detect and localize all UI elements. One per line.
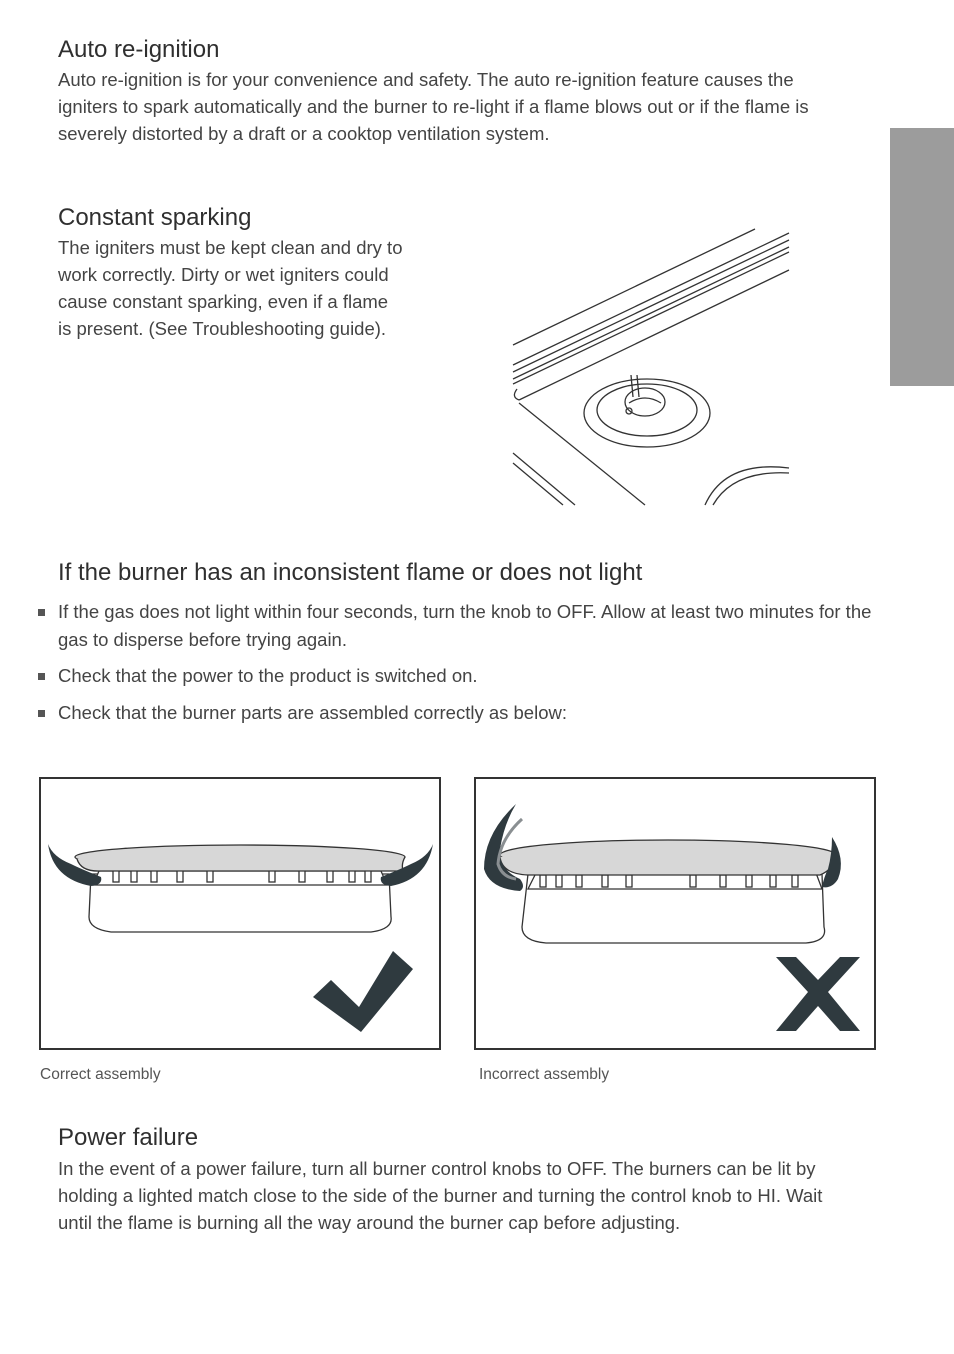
- auto-reignition-line-2: igniters to spark automatically and the burner to re-light if a flame blows out or if the flame is: [58, 96, 809, 117]
- inconsistent-flame-heading: If the burner has an inconsistent flame or does not light: [58, 559, 643, 586]
- igniter-illustration: [505, 225, 795, 510]
- auto-reignition-line-1: Auto re-ignition is for your convenience and safety. The auto re-ignition feature causes the: [58, 69, 794, 90]
- power-failure-line-1: In the event of a power failure, turn all burner control knobs to OFF. The burners can be lit by: [58, 1158, 816, 1179]
- auto-reignition-heading: Auto re-ignition: [58, 36, 220, 63]
- constant-sparking-line-3: cause constant sparking, even if a flame: [58, 291, 389, 312]
- list-item: If the gas does not light within four seconds, turn the knob to OFF. Allow at least two minutes for the gas to disperse before trying again.: [38, 598, 878, 653]
- bullet-square-icon: [38, 710, 45, 717]
- troubleshooting-list: [38, 598, 878, 735]
- bullet-square-icon: [38, 673, 45, 680]
- incorrect-assembly-caption: Incorrect assembly: [479, 1066, 610, 1083]
- bullet-square-icon: [38, 609, 45, 616]
- correct-assembly-caption: Correct assembly: [40, 1066, 161, 1083]
- list-item: Check that the power to the product is switched on.: [38, 662, 878, 690]
- auto-reignition-line-3: severely distorted by a draft or a cooktop ventilation system.: [58, 123, 550, 144]
- constant-sparking-line-1: The igniters must be kept clean and dry to: [58, 237, 403, 258]
- side-tab: [890, 128, 954, 386]
- power-failure-line-2: holding a lighted match close to the side of the burner and turning the control knob to HI. Wait: [58, 1185, 823, 1206]
- correct-assembly-figure: [39, 777, 441, 1050]
- cross-mark-icon: [776, 957, 860, 1031]
- constant-sparking-heading: Constant sparking: [58, 204, 252, 231]
- list-item: Check that the burner parts are assembled correctly as below:: [38, 699, 878, 727]
- power-failure-heading: Power failure: [58, 1124, 199, 1151]
- constant-sparking-line-4: is present. (See Troubleshooting guide).: [58, 318, 387, 339]
- check-mark-icon: [313, 951, 413, 1032]
- constant-sparking-line-2: work correctly. Dirty or wet igniters could: [58, 264, 389, 285]
- power-failure-line-3: until the flame is burning all the way around the burner cap before adjusting.: [58, 1212, 681, 1233]
- incorrect-assembly-figure: [474, 777, 876, 1050]
